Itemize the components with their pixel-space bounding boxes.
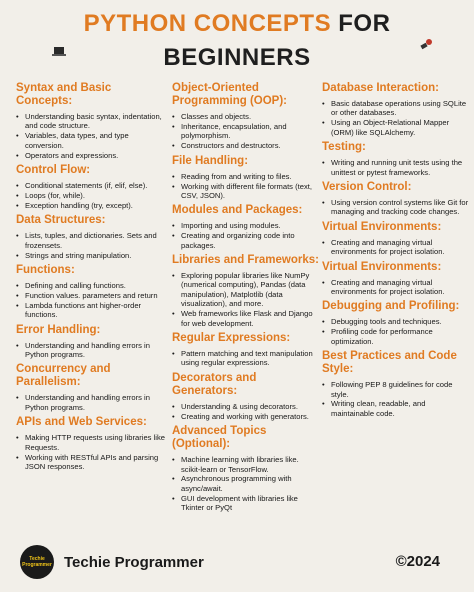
section-heading: Virtual Environments: xyxy=(322,220,442,233)
section-heading: Best Practices and Code Style: xyxy=(322,350,457,376)
bullet-item: • Exploring popular libraries like NumPy (numerical computing), Pandas (data manipulation), Matplotlib (data visualization), and more. xyxy=(172,271,320,309)
bullet-item: • Lambda functions ant higher-order functions. xyxy=(16,301,166,320)
bullet-list xyxy=(16,231,166,260)
section-heading: Version Control: xyxy=(322,180,412,193)
section-heading: Data Structures: xyxy=(16,214,106,227)
concept-section xyxy=(16,164,166,210)
concept-section xyxy=(16,264,166,320)
bullet-list xyxy=(172,221,320,250)
bullet-item: • Asynchronous programming with async/await. xyxy=(172,474,320,493)
bullet-item: • Conditional statements (if, elif, else). xyxy=(16,181,166,190)
bullet-item: • Importing and using modules. xyxy=(172,221,320,230)
concept-section xyxy=(322,350,470,418)
bullet-item: • Loops (for, while). xyxy=(16,191,166,200)
section-heading: Concurrency and Parallelism: xyxy=(16,363,111,389)
section-heading: Modules and Packages: xyxy=(172,204,303,217)
bullet-item: • Making HTTP requests using libraries like Requests. xyxy=(16,433,166,452)
bullet-item: • Constructors and destructors. xyxy=(172,141,320,150)
concept-section xyxy=(322,261,470,297)
concept-section xyxy=(16,324,166,360)
bullet-item: • Understanding & using decorators. xyxy=(172,402,320,411)
section-heading: Object-Oriented Programming (OOP): xyxy=(172,82,288,107)
section-heading: Libraries and Frameworks: xyxy=(172,254,319,267)
concept-section xyxy=(16,363,166,412)
title-for: FOR xyxy=(338,10,391,37)
bullet-item: • Operators and expressions. xyxy=(16,151,166,160)
bullet-list xyxy=(322,317,470,346)
bullet-item: • Creating and working with generators. xyxy=(172,412,320,421)
rocket-icon xyxy=(418,38,434,52)
bullet-list xyxy=(16,281,166,320)
bullet-item: • Creating and managing virtual environments for project isolation. xyxy=(322,278,470,297)
bullet-list xyxy=(322,238,470,257)
concept-section xyxy=(16,416,166,471)
bullet-list xyxy=(322,380,470,418)
bullet-list xyxy=(172,112,320,151)
bullet-list xyxy=(322,198,470,217)
bullet-list xyxy=(172,349,320,368)
concept-section xyxy=(322,141,470,177)
section-heading: Debugging and Profiling: xyxy=(322,300,460,313)
concept-section xyxy=(172,82,320,151)
bullet-item: • Exception handling (try, except). xyxy=(16,201,166,210)
bullet-item: • Understanding basic syntax, indentation, and code structure. xyxy=(16,112,166,131)
bullet-item: • Writing clean, readable, and maintainable code. xyxy=(322,399,470,418)
concept-section xyxy=(172,425,320,512)
concept-section xyxy=(16,82,166,160)
page-title-line1 xyxy=(0,10,474,38)
concept-section xyxy=(322,181,470,217)
bullet-list xyxy=(16,112,166,160)
brand-name: Techie Programmer xyxy=(64,554,204,571)
concept-section xyxy=(172,155,320,201)
section-heading: Control Flow: xyxy=(16,164,91,177)
section-heading: File Handling: xyxy=(172,154,249,167)
bullet-item: • Using version control systems like Git for managing and tracking code changes. xyxy=(322,198,470,217)
concept-section xyxy=(172,204,320,250)
column-1 xyxy=(16,82,166,475)
laptop-icon xyxy=(52,46,66,58)
concept-section xyxy=(16,214,166,260)
bullet-item: • Web frameworks like Flask and Django for web development. xyxy=(172,309,320,328)
bullet-item: • Inheritance, encapsulation, and polymorphism. xyxy=(172,122,320,141)
bullet-item: • Working with RESTful APIs and parsing JSON responses. xyxy=(16,453,166,472)
bullet-list xyxy=(16,433,166,471)
bullet-item: • GUI development with libraries like Tkinter or PyQt xyxy=(172,494,320,513)
concept-section xyxy=(322,82,470,137)
section-heading: Syntax and Basic Concepts: xyxy=(16,82,112,107)
bullet-item: • Creating and organizing code into packages. xyxy=(172,231,320,250)
bullet-list xyxy=(172,172,320,201)
section-heading: Functions: xyxy=(16,263,75,276)
bullet-item: • Creating and managing virtual environments for project isolation. xyxy=(322,238,470,257)
bullet-item: • Pattern matching and text manipulation using regular expressions. xyxy=(172,349,320,368)
bullet-list xyxy=(322,99,470,137)
bullet-item: • Profiling code for performance optimization. xyxy=(322,327,470,346)
section-heading: Virtual Environments: xyxy=(322,260,442,273)
bullet-list xyxy=(16,393,166,412)
concept-section xyxy=(172,372,320,421)
bullet-item: • Reading from and writing to files. xyxy=(172,172,320,181)
copyright: ©2024 xyxy=(395,553,440,570)
section-heading: Error Handling: xyxy=(16,323,101,336)
bullet-item: • Following PEP 8 guidelines for code style. xyxy=(322,380,470,399)
page-title-line2: BEGINNERS xyxy=(163,44,311,71)
bullet-item: • Working with different file formats (text, CSV, JSON). xyxy=(172,182,320,201)
bullet-list xyxy=(172,271,320,328)
bullet-item: • Understanding and handling errors in Python programs. xyxy=(16,393,166,412)
bullet-item: • Using an Object-Relational Mapper (ORM) like SQLAlchemy. xyxy=(322,118,470,137)
section-heading: Database Interaction: xyxy=(322,82,439,94)
section-heading: Testing: xyxy=(322,141,366,154)
bullet-list xyxy=(322,158,470,177)
footer xyxy=(0,543,474,583)
concept-section xyxy=(322,221,470,257)
bullet-item: • Basic database operations using SQLite or other databases. xyxy=(322,99,470,118)
section-heading: APIs and Web Services: xyxy=(16,416,147,429)
bullet-item: • Machine learning with libraries like. scikit-learn or TensorFlow. xyxy=(172,455,320,474)
bullet-list xyxy=(172,402,320,421)
title-highlight: PYTHON CONCEPTS xyxy=(83,10,332,37)
bullet-item: • Strings and string manipulation. xyxy=(16,251,166,260)
bullet-item: • Lists, tuples, and dictionaries. Sets and frozensets. xyxy=(16,231,166,250)
column-3 xyxy=(322,82,470,422)
bullet-item: • Defining and calling functions. xyxy=(16,281,166,290)
bullet-item: • Function values. parameters and return xyxy=(16,291,166,300)
section-heading: Advanced Topics (Optional): xyxy=(172,425,267,451)
concept-section xyxy=(322,300,470,346)
concept-section xyxy=(172,254,320,328)
bullet-item: • Variables, data types, and type conversion. xyxy=(16,131,166,150)
bullet-list xyxy=(172,455,320,512)
bullet-item: • Writing and running unit tests using the unittest or pytest frameworks. xyxy=(322,158,470,177)
brand-logo xyxy=(20,545,54,579)
bullet-list xyxy=(322,278,470,297)
bullet-item: • Classes and objects. xyxy=(172,112,320,121)
section-heading: Regular Expressions: xyxy=(172,332,291,344)
bullet-list xyxy=(16,341,166,360)
bullet-item: • Understanding and handling errors in Python programs. xyxy=(16,341,166,360)
bullet-list xyxy=(16,181,166,210)
section-heading: Decorators and Generators: xyxy=(172,371,257,397)
column-2 xyxy=(172,82,320,517)
bullet-item: • Debugging tools and techniques. xyxy=(322,317,470,326)
concept-section xyxy=(172,332,320,368)
logo-text: Techie Programmer xyxy=(22,556,52,568)
